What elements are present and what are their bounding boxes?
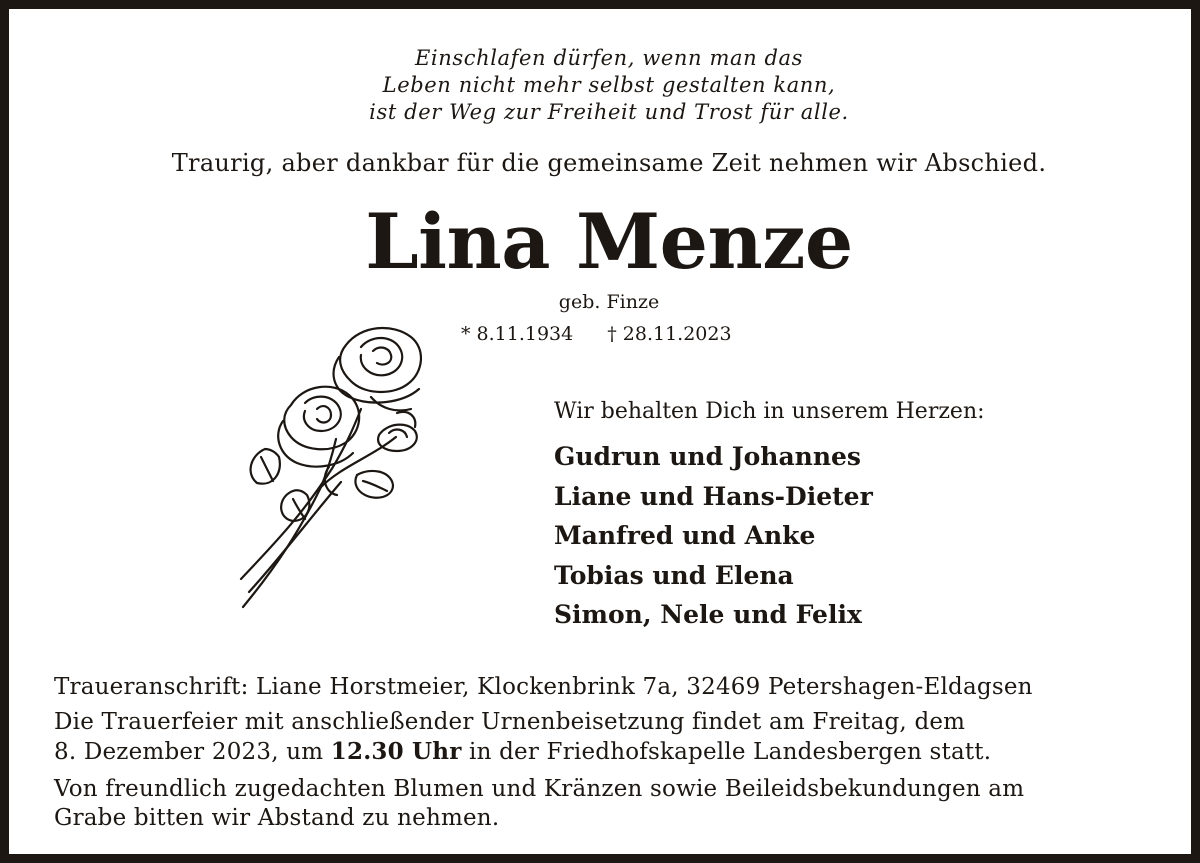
closing-line: Grabe bitten wir Abstand zu nehmen. (54, 805, 500, 831)
ceremony-line-2-end: in der Friedhofskapelle Landesbergen statt. (461, 739, 992, 765)
family-member: Tobias und Elena (554, 560, 794, 590)
maiden-name: geb. Finze (558, 291, 660, 313)
closing-line: Von freundlich zugedachten Blumen und Kränzen sowie Beileidsbekundungen am (54, 776, 1025, 802)
closing-note (54, 775, 1164, 833)
ceremony-info (54, 708, 1164, 767)
death-date: † 28.11.2023 (607, 323, 732, 345)
poem-line: ist der Weg zur Freiheit und Trost für alle. (369, 100, 849, 124)
birth-date: * 8.11.1934 (461, 323, 574, 345)
footer-text (54, 673, 1164, 833)
poem-line: Einschlafen dürfen, wenn man das (414, 46, 804, 70)
poem-line: Leben nicht mehr selbst gestalten kann, (382, 73, 836, 97)
intro-text: Traurig, aber dankbar für die gemeinsame Zeit nehmen wir Abschied. (171, 149, 1047, 177)
rose-icon (221, 317, 431, 617)
life-dates (461, 323, 732, 345)
family-member: Gudrun und Johannes (554, 442, 861, 471)
ceremony-line-2-start: 8. Dezember 2023, um (54, 739, 331, 765)
ceremony-line-1: Die Trauerfeier mit anschließender Urnenbeisetzung findet am Freitag, dem (54, 709, 966, 735)
family-intro: Wir behalten Dich in unserem Herzen: (554, 399, 985, 424)
family-member: Simon, Nele und Felix (554, 600, 862, 629)
poem (9, 45, 1200, 126)
family-list (554, 437, 873, 635)
deceased-name: Lina Menze (365, 197, 853, 286)
ceremony-time: 12.30 Uhr (330, 738, 462, 765)
mourning-address: Traueranschrift: Liane Horstmeier, Klockenbrink 7a, 32469 Petershagen-Eldagsen (54, 674, 1033, 700)
family-member: Liane und Hans-Dieter (554, 481, 873, 511)
family-member: Manfred und Anke (554, 521, 816, 550)
